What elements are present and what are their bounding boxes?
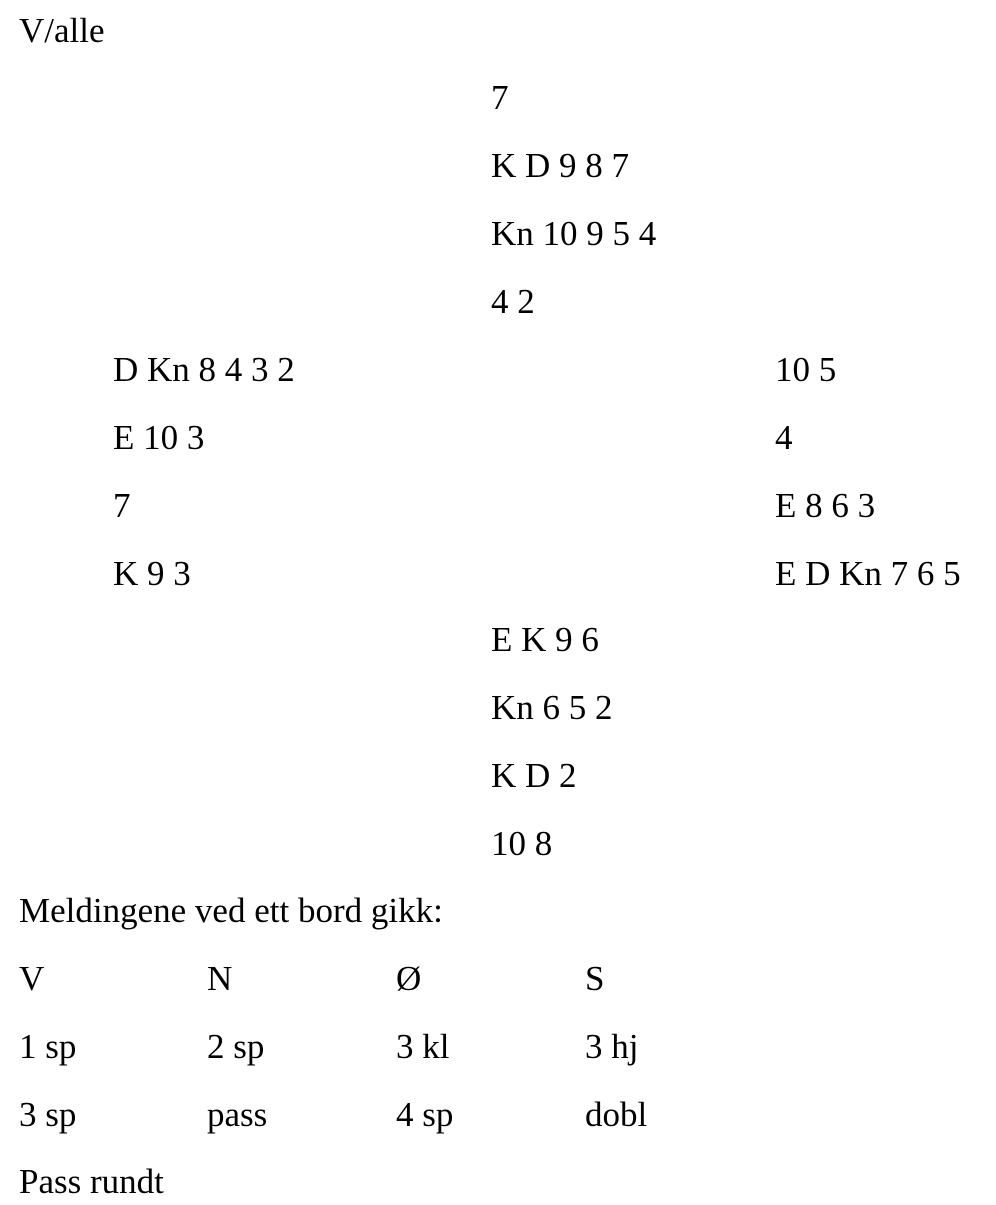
bidding-intro: Meldingene ved ett bord gikk:	[19, 891, 443, 930]
bidding-closing: Pass rundt	[19, 1162, 164, 1201]
south-clubs: 10 8	[491, 824, 553, 863]
bid-cell: dobl	[585, 1095, 648, 1134]
east-diamonds: E 8 6 3	[775, 486, 876, 525]
bid-cell: 3 hj	[585, 1027, 639, 1066]
bid-cell: 4 sp	[396, 1095, 454, 1134]
bid-cell: 1 sp	[19, 1027, 77, 1066]
bidding-header-west: V	[19, 959, 45, 998]
deal-info: V/alle	[19, 11, 105, 50]
bid-cell: 2 sp	[207, 1027, 265, 1066]
south-spades: E K 9 6	[491, 620, 599, 659]
bidding-header-south: S	[585, 959, 605, 998]
north-clubs: 4 2	[491, 282, 535, 321]
bid-cell: 3 sp	[19, 1095, 77, 1134]
east-clubs: E D Kn 7 6 5	[775, 554, 961, 593]
west-diamonds: 7	[113, 486, 131, 525]
west-spades: D Kn 8 4 3 2	[113, 350, 295, 389]
bidding-header-north: N	[207, 959, 233, 998]
bid-cell: pass	[207, 1095, 268, 1134]
east-hearts: 4	[775, 418, 793, 457]
bid-cell: 3 kl	[396, 1027, 450, 1066]
west-hearts: E 10 3	[113, 418, 205, 457]
north-diamonds: Kn 10 9 5 4	[491, 214, 657, 253]
north-spades: 7	[491, 78, 509, 117]
north-hearts: K D 9 8 7	[491, 146, 630, 185]
south-hearts: Kn 6 5 2	[491, 688, 613, 727]
south-diamonds: K D 2	[491, 756, 577, 795]
west-clubs: K 9 3	[113, 554, 191, 593]
east-spades: 10 5	[775, 350, 837, 389]
bidding-header-east: Ø	[396, 959, 422, 998]
